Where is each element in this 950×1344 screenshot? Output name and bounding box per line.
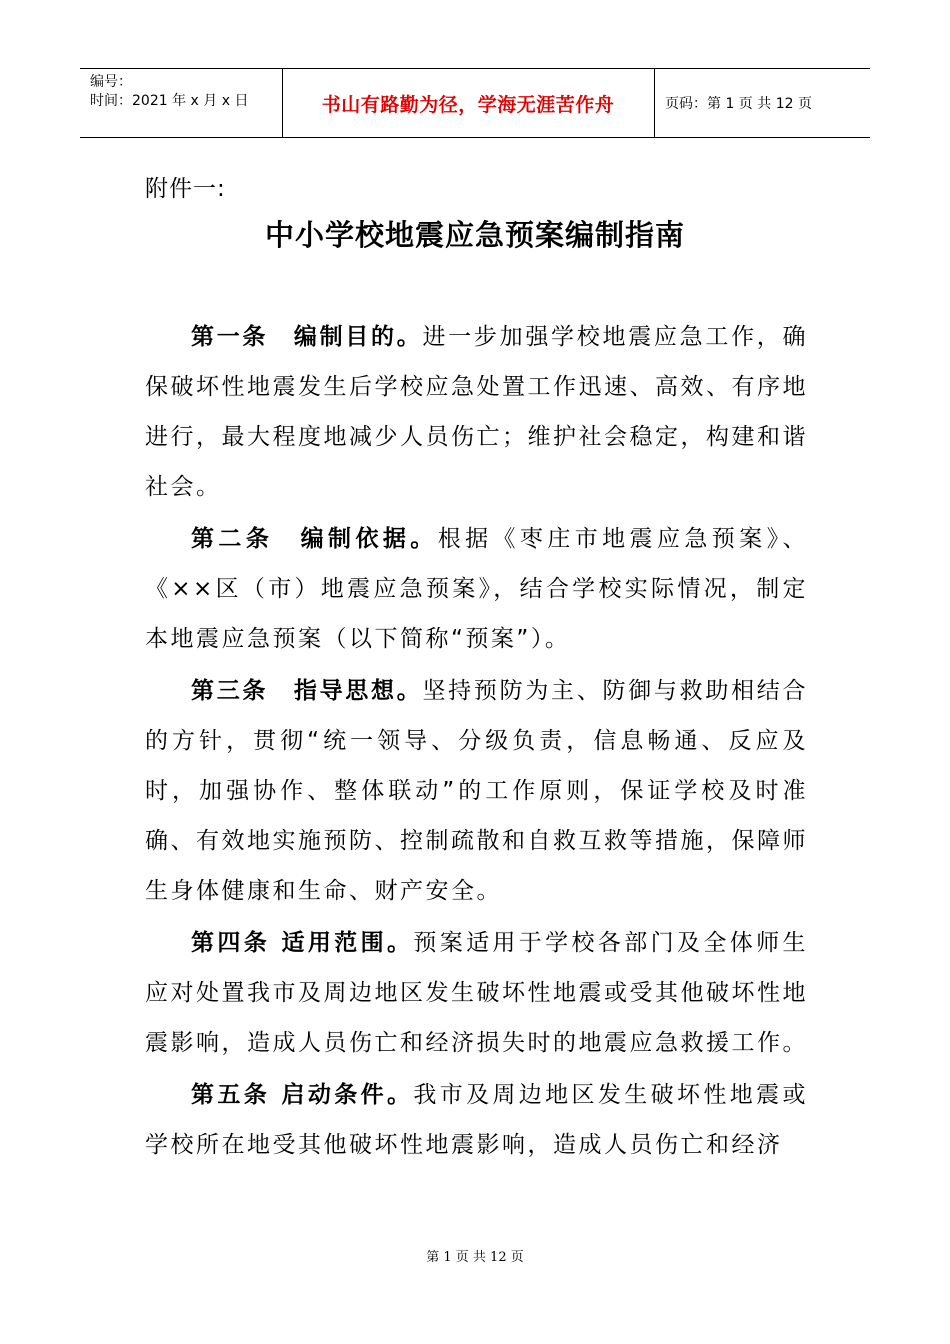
article-paragraph — [145, 666, 808, 916]
article-text: 预案适用于学校各部门及全体师生应对处置我市及周边地区发生破坏性地震或受其他破坏性地震影响，造成人员伤亡和经济损失时的地震应急救援工作。 — [145, 930, 808, 1056]
attachment-label: 附件一: — [145, 176, 226, 202]
article-heading: 第三条 指导思想。 — [191, 678, 423, 704]
article-paragraph — [145, 918, 808, 1068]
article-text: 根据《枣庄市地震应急预案》、《××区（市）地震应急预案》，结合学校实际情况，制定本地震应急预案（以下简称“预案”）。 — [145, 526, 809, 652]
header-motto: 书山有路勤为径，学海无涯苦作舟 — [321, 93, 615, 116]
document-title: 中小学校地震应急预案编制指南 — [264, 218, 685, 252]
article-paragraph — [145, 1070, 808, 1170]
article-heading: 第一条 编制目的。 — [191, 324, 423, 350]
article-paragraph — [145, 312, 808, 512]
article-text: 进一步加强学校地震应急工作，确保破坏性地震发生后学校应急处置工作迅速、高效、有序地进行，最大程度地减少人员伤亡；维护社会稳定，构建和谐社会。 — [145, 324, 809, 500]
article-heading: 第二条 编制依据。 — [191, 526, 438, 552]
header-meta-cell — [80, 69, 282, 137]
article-text: 我市及周边地区发生破坏性地震或学校所在地受其他破坏性地震影响，造成人员伤亡和经济 — [145, 1082, 808, 1158]
document-body — [145, 312, 808, 1172]
article-heading: 第五条 启动条件。 — [191, 1082, 414, 1108]
article-heading: 第四条 适用范围。 — [191, 930, 414, 956]
header-page-label: 页码：第 1 页 共 12 页 — [665, 96, 812, 112]
document-time-label: 时间：2021 年 x 月 x 日 — [90, 93, 249, 109]
header-table — [80, 68, 870, 138]
article-paragraph — [145, 514, 808, 664]
article-text: 坚持预防为主、防御与救助相结合的方针，贯彻“统一领导、分级负责，信息畅通、反应及时，加强协作、整体联动”的工作原则，保证学校及时准确、有效地实施预防、控制疏散和自救互救等措施，保障师生身体健康和生命、财产安全。 — [145, 678, 809, 904]
document-number-label: 编号： — [90, 74, 132, 90]
page-footer: 第 1 页 共 12 页 — [426, 1250, 524, 1265]
